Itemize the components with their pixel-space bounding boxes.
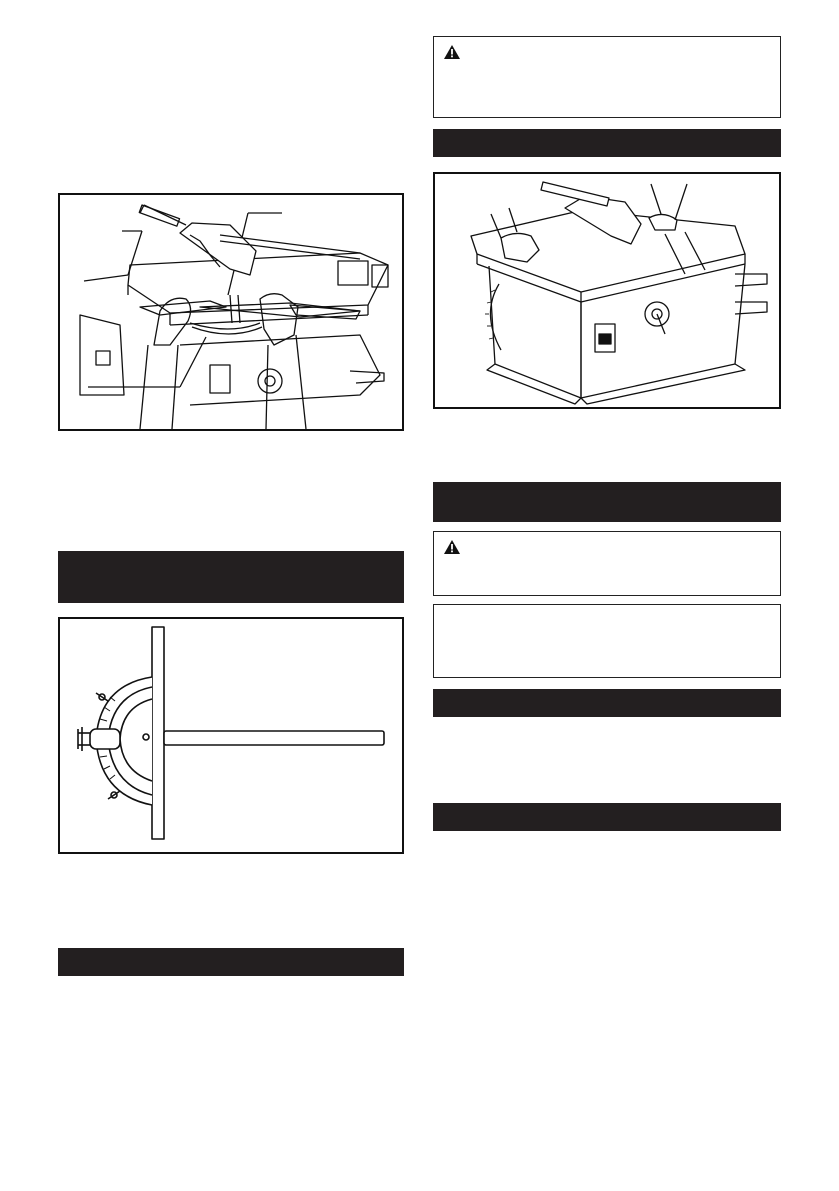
warning-box <box>433 531 781 596</box>
warning-triangle-icon <box>444 45 460 59</box>
figure-carrying-saw <box>433 172 781 409</box>
section-heading-bar <box>58 948 404 976</box>
table-saw-carrying-illustration <box>435 174 779 407</box>
section-heading-bar <box>58 551 404 603</box>
section-heading-bar <box>433 803 781 831</box>
figure-miter-gauge <box>58 617 404 854</box>
section-heading-bar <box>433 129 781 157</box>
section-heading-bar <box>433 689 781 717</box>
table-saw-miter-gauge-use-illustration <box>60 195 402 429</box>
miter-gauge-illustration <box>60 619 402 852</box>
warning-box <box>433 36 781 118</box>
figure-miter-gauge-in-use <box>58 193 404 431</box>
note-box <box>433 604 781 678</box>
warning-triangle-icon <box>444 540 460 554</box>
section-heading-bar <box>433 482 781 522</box>
